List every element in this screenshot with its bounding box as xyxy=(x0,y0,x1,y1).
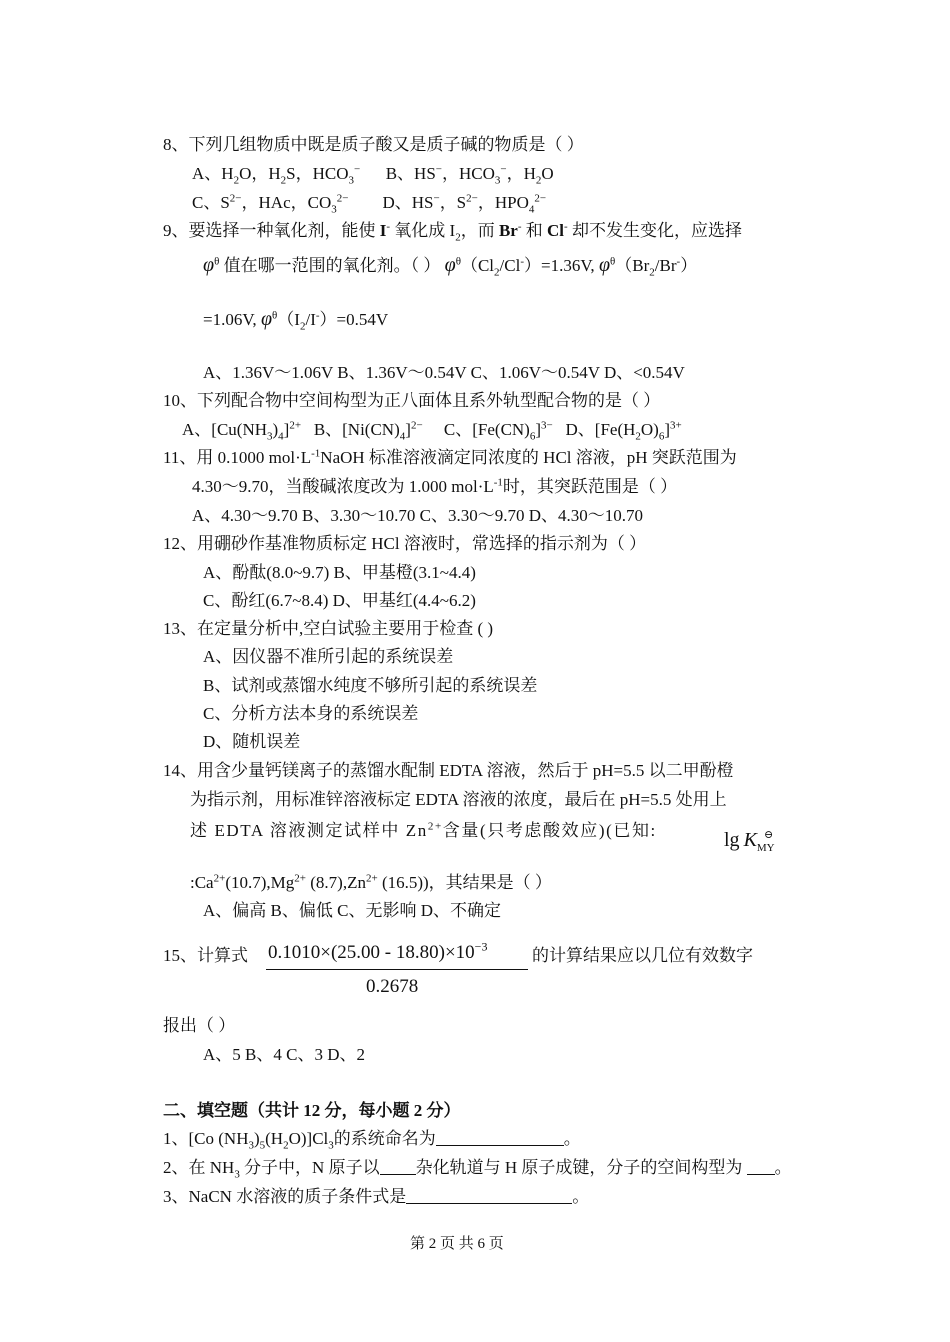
q14-line1: 14、用含少量钙镁离子的蒸馏水配制 EDTA 溶液，然后于 pH=5.5 以二甲酚橙 xyxy=(163,761,734,780)
q15-prefix: 15、计算式 xyxy=(163,946,248,965)
q9-line2: $\varphi^\theta$ 值在哪一范围的氧化剂。（ ） $\varphi^\theta(Cl_2/Cl^-)=1.36V$, $\varphi^\theta(Br_2/Br^-)$ xyxy=(203,254,698,279)
phi-symbol: φ xyxy=(260,308,273,330)
phi-symbol: φ xyxy=(203,254,215,276)
q12-stem: 12、用硼砂作基准物质标定 HCl 溶液时，常选择的指示剂为（ ） xyxy=(163,534,647,553)
q15-numerator: $0.1010\times(25.00 - 18.80)\times 10^{-3}$ xyxy=(268,939,488,963)
q11-line1: 11、用 0.1000 $mol\cdot L^{-1}NaOH$ 标准溶液滴定同浓度的 HCl 溶液，pH 突跃范围为 xyxy=(163,447,737,467)
q9-options: A、1.36V～1.06V B、1.36V～0.54V C、1.06V～0.54V D、<0.54V xyxy=(203,363,685,382)
answer-blank[interactable] xyxy=(380,1158,416,1175)
q10-stem: 10、下列配合物中空间构型为正八面体且系外轨型配合物的是（ ） xyxy=(163,391,661,410)
q14-options: A、偏高 B、偏低 C、无影响 D、不确定 xyxy=(203,901,501,920)
q12-options-cd: C、酚红(6.7~8.4) D、甲基红(4.4~6.2) xyxy=(203,591,476,610)
answer-blank[interactable] xyxy=(436,1129,564,1146)
fraction-bar xyxy=(266,969,528,970)
phi-symbol: φ xyxy=(598,254,611,276)
q11-line2: 4.30～9.70，当酸碱浓度改为 1.000 $mol\cdot L^{-1}$时，其突跃范围是（ ） xyxy=(192,476,678,496)
q13-option-c: C、分析方法本身的系统误差 xyxy=(203,704,419,723)
page-footer: 第 2 页 共 6 页 xyxy=(410,1236,504,1252)
q13-option-a: A、因仪器不准所引起的系统误差 xyxy=(203,647,454,666)
q8-stem: 8、下列几组物质中既是质子酸又是质子碱的物质是（ ） xyxy=(163,135,584,154)
standard-state-icon: ⊖ xyxy=(764,829,774,841)
fill-q1: 1、[Co $(NH_3)_5(H_2O)]Cl_3$的系统命名为 。 xyxy=(163,1129,581,1152)
q8-options-cd: C、$S^{2-}$，HAc，$CO_3^{2-}$ D、HS−，$S^{2-}$，$HPO_4^{2-}$ xyxy=(192,192,547,216)
q13-option-b: B、试剂或蒸馏水纯度不够所引起的系统误差 xyxy=(203,676,538,695)
answer-blank[interactable] xyxy=(747,1158,775,1175)
q15-line2: 报出（ ） xyxy=(163,1016,236,1035)
q9-line3: =1.06V, $\varphi^\theta(I_2/I^-)=0.54V$ xyxy=(203,308,389,333)
answer-blank[interactable] xyxy=(406,1187,572,1204)
q14-line4: $:Ca^{2+}(10.7),Mg^{2+}$ $(8.7),Zn^{2+}$ (16.5))，其结果是（ ） xyxy=(190,872,552,892)
fill-q3: 3、NaCN 水溶液的质子条件式是 。 xyxy=(163,1187,590,1206)
q11-options: A、4.30～9.70 B、3.30～10.70 C、3.30～9.70 D、4.30～10.70 xyxy=(192,506,643,525)
q12-options-ab: A、酚酞(8.0~9.7) B、甲基橙(3.1~4.4) xyxy=(203,563,476,582)
phi-symbol: φ xyxy=(444,254,456,276)
q13-option-d: D、随机误差 xyxy=(203,732,301,751)
section2-title: 二、填空题（共计 12 分，每小题 2 分） xyxy=(163,1101,461,1120)
q15-options: A、5 B、4 C、3 D、2 xyxy=(203,1045,365,1064)
q14-line2: 为指示剂，用标准锌溶液标定 EDTA 溶液的浓度，最后在 pH=5.5 处用上 xyxy=(190,790,727,809)
q15-denominator: 0.2678 xyxy=(366,976,419,997)
q14-line3: 述 EDTA 溶液测定试样中 $Zn^{2+}$含量(只考虑酸效应)(已知: xyxy=(190,820,657,840)
q15-suffix: 的计算结果应以几位有效数字 xyxy=(532,946,753,965)
fill-q2: 2、在 $NH_3$ 分子中，N 原子以 杂化轨道与 H 原子成键，分子的空间构型为 。 xyxy=(163,1158,792,1181)
q10-options: A、$[Cu(NH_3)_4]^{2+}$ B、$[Ni(CN)_4]^{2-}$ C、$[Fe(CN)_6]^{3-}$ D、$[Fe(H_2O)_6]^{3+}$ xyxy=(182,419,682,443)
q9-stem: 9、要选择一种氧化剂，能使 I- 氧化成 $I_2$，而 Br- 和 Cl- 却不发生变化，应选择 xyxy=(163,220,742,244)
q13-stem: 13、在定量分析中,空白试验主要用于检查 ( ) xyxy=(163,619,494,638)
q8-options-ab: A、$H_2O$，$H_2S$，$HCO_3^-$ B、HS−，$HCO_3^-$，$H_2O$ xyxy=(192,163,554,187)
lgK-MY-expression: $\lg K_{MY}$ xyxy=(724,829,775,854)
